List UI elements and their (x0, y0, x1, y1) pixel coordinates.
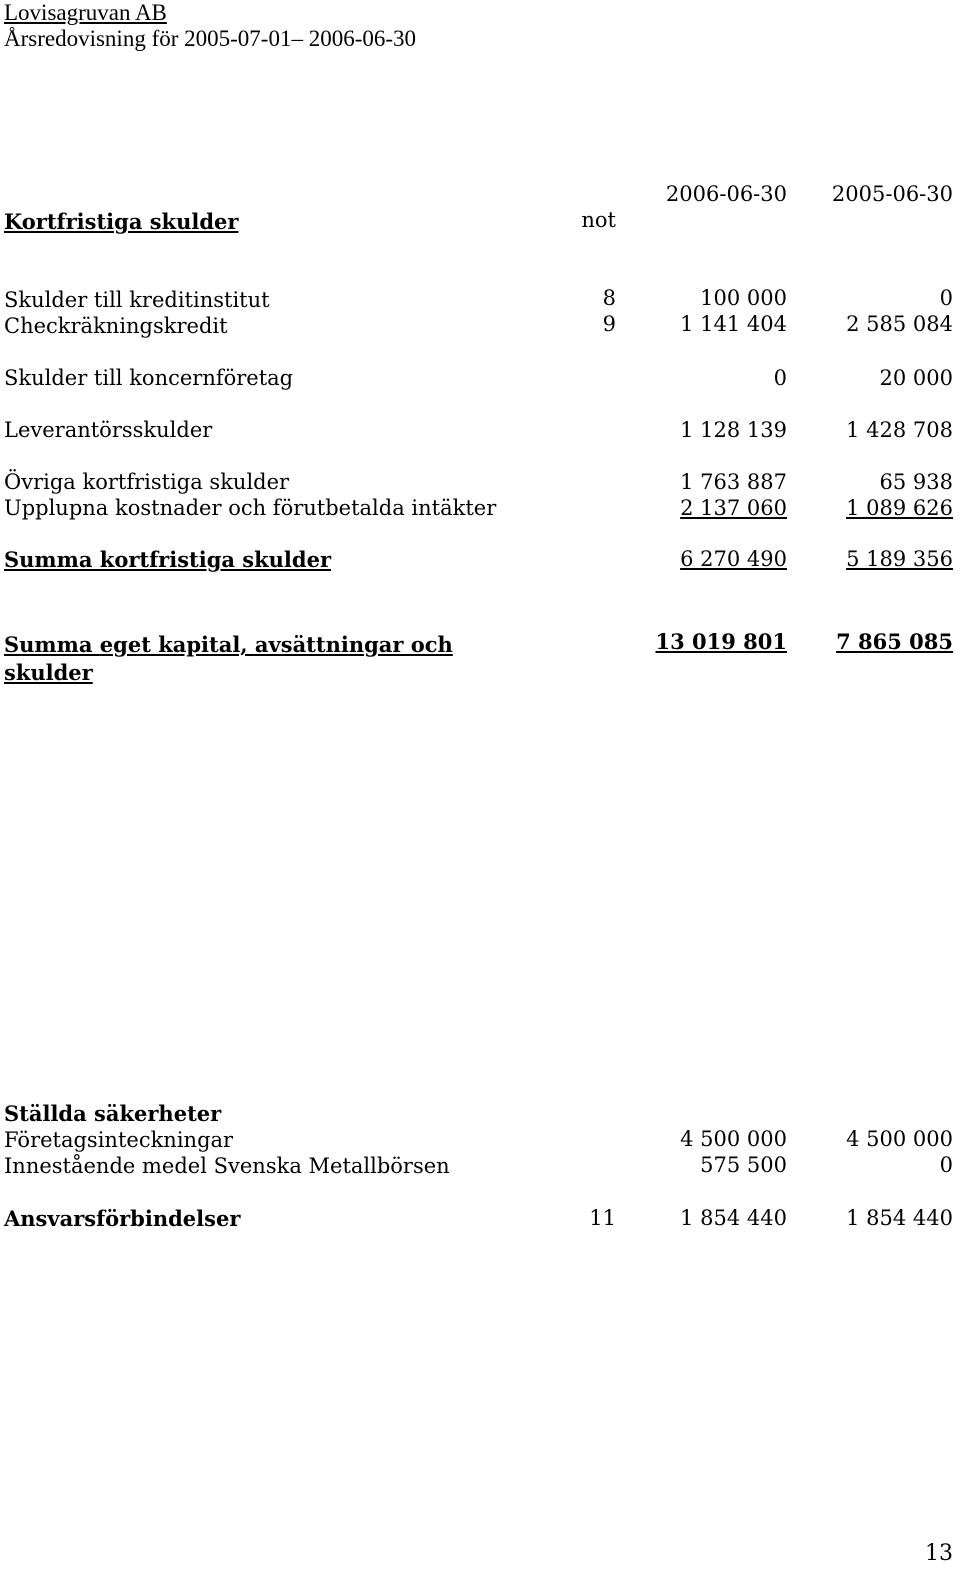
row-value-2005-foretagsinteckningar: 4 500 000 (846, 1127, 953, 1151)
column-header-2006: 2006-06-30 (665, 182, 787, 206)
row-label-summa-eget-line2: skulder (4, 660, 93, 685)
row-value-2006-koncernforetag: 0 (773, 366, 787, 390)
row-value-2006-ansvar: 1 854 440 (680, 1206, 787, 1230)
row-value-2006-summa-eget: 13 019 801 (655, 629, 787, 654)
row-not-checkrakning: 9 (602, 312, 616, 336)
row-label-leverantor: Leverantörsskulder (4, 418, 213, 442)
row-value-2006-checkrakning: 1 141 404 (680, 312, 787, 336)
row-label-kreditinstitut: Skulder till kreditinstitut (4, 288, 270, 312)
row-label-summa-kortfristiga: Summa kortfristiga skulder (4, 547, 332, 572)
row-not-kreditinstitut: 8 (602, 286, 616, 310)
row-label-koncernforetag: Skulder till koncernföretag (4, 366, 294, 390)
column-header-2005: 2005-06-30 (831, 182, 953, 206)
row-value-2006-innestaende: 575 500 (700, 1153, 787, 1177)
row-label-summa-eget-line1: Summa eget kapital, avsättningar och (4, 632, 453, 657)
section-title-kortfristiga: Kortfristiga skulder (4, 209, 239, 234)
row-value-2005-ansvar: 1 854 440 (846, 1206, 953, 1230)
row-value-2005-checkrakning: 2 585 084 (846, 312, 953, 336)
row-value-2005-upplupna: 1 089 626 (846, 496, 953, 520)
row-value-2006-foretagsinteckningar: 4 500 000 (680, 1127, 787, 1151)
page-number: 13 (925, 1541, 953, 1566)
row-label-ansvar: Ansvarsförbindelser (4, 1206, 241, 1231)
section-title-sakerheter: Ställda säkerheter (4, 1101, 222, 1126)
row-value-2005-koncernforetag: 20 000 (879, 366, 953, 390)
row-value-2006-upplupna: 2 137 060 (680, 496, 787, 520)
row-value-2005-ovriga: 65 938 (879, 470, 953, 494)
row-label-upplupna: Upplupna kostnader och förutbetalda intäkter (4, 496, 497, 520)
report-title: Årsredovisning för 2005-07-01– 2006-06-30 (4, 26, 417, 51)
row-value-2006-leverantor: 1 128 139 (680, 418, 787, 442)
column-header-not: not (581, 208, 616, 232)
row-label-foretagsinteckningar: Företagsinteckningar (4, 1128, 234, 1152)
row-label-checkrakning: Checkräkningskredit (4, 314, 228, 338)
row-value-2005-summa-kortfristiga: 5 189 356 (846, 547, 953, 571)
company-name: Lovisagruvan AB (4, 0, 167, 25)
row-value-2005-innestaende: 0 (939, 1153, 953, 1177)
row-value-2006-ovriga: 1 763 887 (680, 470, 787, 494)
row-value-2005-kreditinstitut: 0 (939, 286, 953, 310)
row-value-2006-kreditinstitut: 100 000 (700, 286, 787, 310)
row-value-2006-summa-kortfristiga: 6 270 490 (680, 547, 787, 571)
row-value-2005-summa-eget: 7 865 085 (836, 629, 953, 654)
row-value-2005-leverantor: 1 428 708 (846, 418, 953, 442)
row-not-ansvar: 11 (589, 1206, 616, 1230)
row-label-ovriga: Övriga kortfristiga skulder (4, 470, 290, 494)
row-label-innestaende: Innestående medel Svenska Metallbörsen (4, 1154, 450, 1178)
